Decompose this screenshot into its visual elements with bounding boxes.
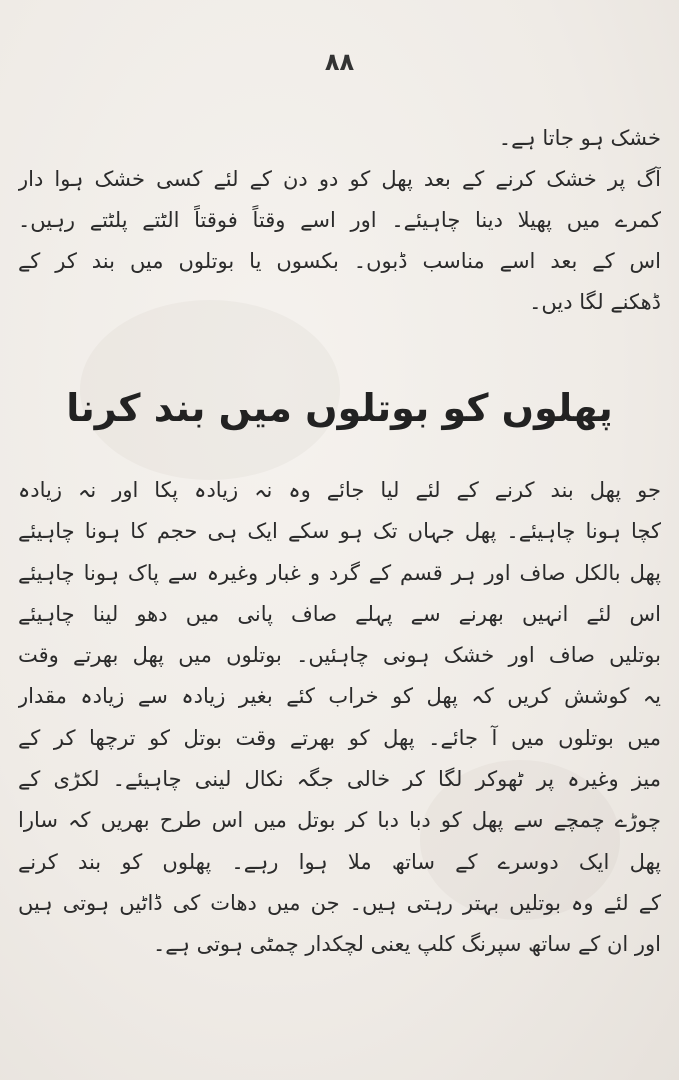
text-line: چوڑے چمچے سے پھل کو دبا دبا کر بوتل میں اس طرح بھریں کہ سارا bbox=[18, 808, 661, 833]
text-line: میز وغیرہ پر ٹھوکر لگا کر خالی جگہ نکال لینی چاہیئے۔ لکڑی کے bbox=[18, 767, 661, 792]
text-line: پھل بالکل صاف اور ہر قسم کے گرد و غبار وغیرہ سے پاک ہونا چاہیئے bbox=[18, 560, 661, 585]
text-line: اور ان کے ساتھ سپرنگ کلپ یعنی لچکدار چمٹی ہوتی ہے۔ bbox=[152, 932, 661, 957]
text-line: یہ کوشش کریں کہ پھل کو خراب کئے بغیر زیادہ سے زیادہ مقدار bbox=[18, 684, 661, 709]
text-line: خشک ہو جاتا ہے۔ bbox=[498, 126, 661, 150]
paragraph-2 bbox=[18, 470, 661, 966]
text-line: جو پھل بند کرنے کے لئے لیا جائے وہ نہ زیادہ پکا اور نہ زیادہ bbox=[18, 478, 661, 502]
text-line: پھل ایک دوسرے کے ساتھ ملا ہوا رہے۔ پھلوں کو بند کرنے bbox=[18, 849, 661, 874]
text-line: کچا ہونا چاہیئے۔ پھل جہاں تک ہو سکے ایک ہی حجم کا ہونا چاہیئے bbox=[18, 519, 661, 544]
text-line: میں بوتلوں میں آ جائے۔ پھل کو بھرتے وقت بوتل کو ترچھا کر کے bbox=[18, 725, 661, 750]
paragraph-1 bbox=[18, 118, 661, 323]
page-number: ۸۸ bbox=[324, 48, 355, 76]
text-line: بوتلیں صاف اور خشک ہونی چاہئیں۔ بوتلوں میں پھل بھرتے وقت bbox=[18, 643, 661, 668]
text-line: اس کے بعد اسے مناسب ڈبوں۔ بکسوں یا بوتلوں میں بند کر کے bbox=[18, 249, 661, 273]
text-line: اس لئے انہیں بھرنے سے پہلے صاف پانی میں دھو لینا چاہیئے bbox=[18, 601, 661, 626]
text-line: ڈھکنے لگا دیں۔ bbox=[529, 290, 661, 314]
text-line: آگ پر خشک کرنے کے بعد پھل کو دو دن کے لئے کسی خشک ہوا دار bbox=[18, 167, 661, 191]
section-heading: پھلوں کو بوتلوں میں بند کرنا bbox=[66, 386, 613, 430]
text-line: کمرے میں پھیلا دینا چاہیئے۔ اور اسے وقتاً فوقتاً الٹتے پلٹتے رہیں۔ bbox=[18, 208, 661, 232]
text-line: کے لئے وہ بوتلیں بہتر رہتی ہیں۔ جن میں دھات کی ڈاٹیں ہوتی ہیں bbox=[18, 890, 661, 915]
